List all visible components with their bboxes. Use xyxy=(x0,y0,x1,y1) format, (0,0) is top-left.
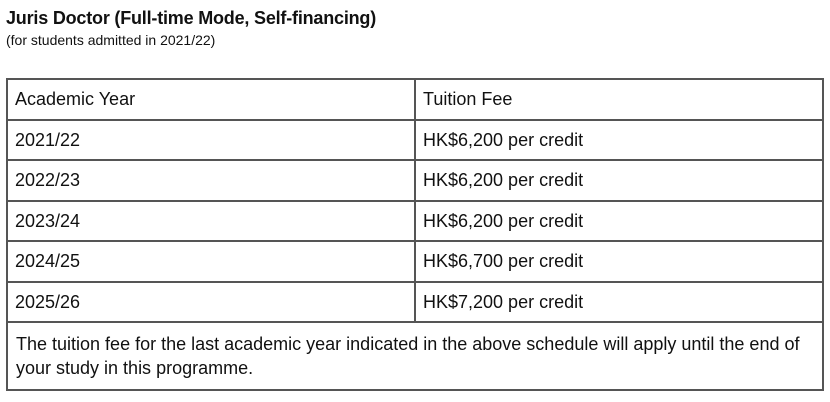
tuition-fee-table xyxy=(6,78,824,391)
page-subtitle: (for students admitted in 2021/22) xyxy=(6,32,216,48)
table-row xyxy=(8,202,822,243)
table-row xyxy=(8,121,822,162)
academic-year-cell: 2024/25 xyxy=(8,242,416,283)
table-note-row xyxy=(8,323,822,389)
tuition-fee-cell: HK$6,200 per credit xyxy=(416,121,822,162)
tuition-fee-cell: HK$6,200 per credit xyxy=(416,202,822,243)
academic-year-cell: 2022/23 xyxy=(8,161,416,202)
tuition-fee-note: The tuition fee for the last academic year indicated in the above schedule will apply until the end of your study in this programme. xyxy=(16,334,800,378)
academic-year-cell: 2023/24 xyxy=(8,202,416,243)
page-title: Juris Doctor (Full-time Mode, Self-financing) xyxy=(6,8,377,28)
table-row xyxy=(8,283,822,324)
tuition-fee-cell: HK$6,200 per credit xyxy=(416,161,822,202)
tuition-fee-cell: HK$7,200 per credit xyxy=(416,283,822,324)
tuition-fee-cell: HK$6,700 per credit xyxy=(416,242,822,283)
column-header-tuition-fee: Tuition Fee xyxy=(416,80,822,121)
column-header-academic-year: Academic Year xyxy=(8,80,416,121)
table-row xyxy=(8,242,822,283)
academic-year-cell: 2021/22 xyxy=(8,121,416,162)
academic-year-cell: 2025/26 xyxy=(8,283,416,324)
table-row xyxy=(8,161,822,202)
table-header-row xyxy=(8,80,822,121)
